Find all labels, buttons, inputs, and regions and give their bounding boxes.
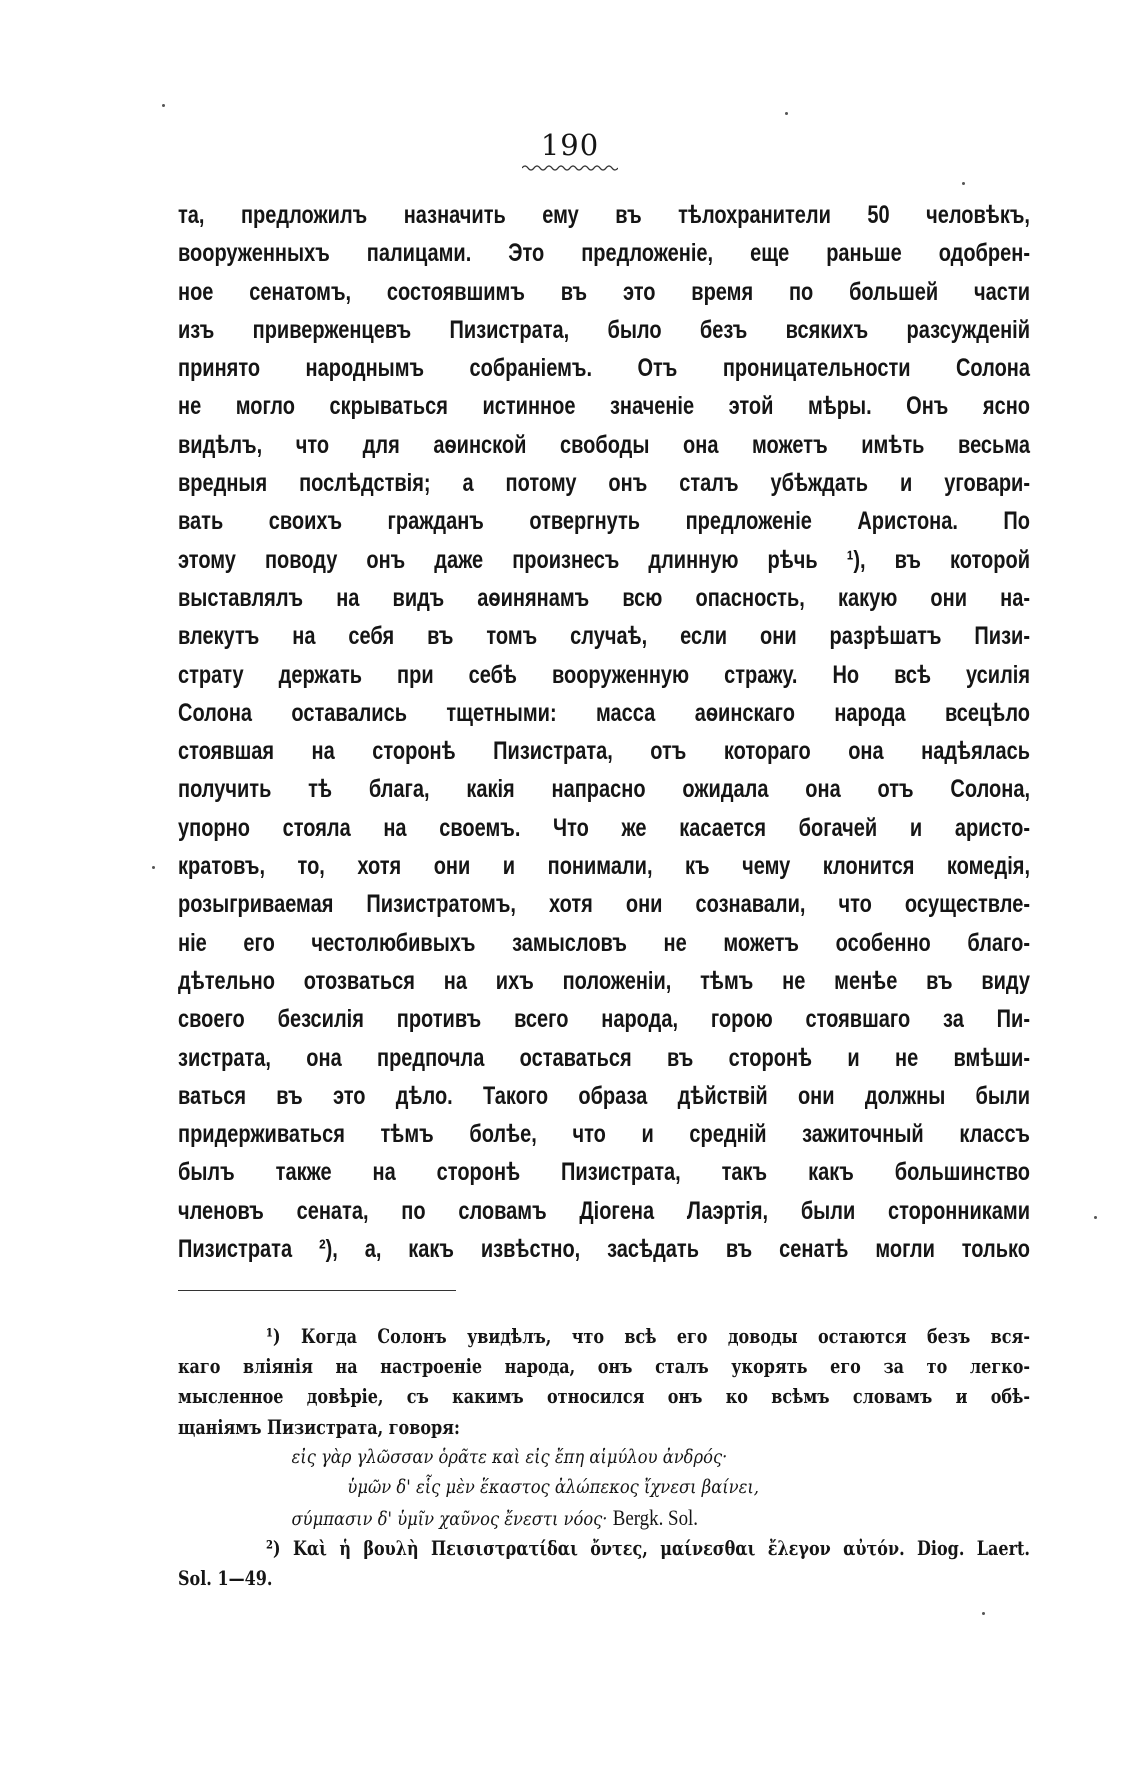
text-line: видѣлъ, что для аѳинской свободы она можетъ имѣть весьма	[178, 430, 1030, 459]
text-line: членовъ сената, по словамъ Діогена Лаэртія, были сторонниками	[178, 1196, 1030, 1225]
scan-speck	[162, 104, 165, 107]
scan-speck	[152, 866, 155, 869]
text-line: вать своихъ гражданъ отвергнуть предложеніе Аристона. По	[178, 507, 1030, 536]
footnote-separator	[178, 1290, 456, 1291]
text-line: этому поводу онъ даже произнесъ длинную рѣчь ¹), въ которой	[178, 545, 1030, 574]
text-line: ваться въ это дѣло. Такого образа дѣйствій они должны были	[178, 1081, 1030, 1110]
text-line: упорно стояла на своемъ. Что же касается богачей и аристо-	[178, 813, 1030, 842]
scan-speck	[962, 182, 965, 185]
text-line: та, предложилъ назначить ему въ тѣлохранители 50 человѣкъ,	[178, 201, 1030, 229]
footnotes	[178, 1321, 1030, 1593]
text-line: Солона оставались тщетными: масса аѳинскаго народа всецѣло	[178, 698, 1030, 727]
text-line: выставлялъ на видъ аѳинянамъ всю опасность, какую они на-	[178, 583, 1030, 612]
footnote-1-line: ¹) Когда Солонъ увидѣлъ, что всѣ его доводы остаются безъ вся-	[266, 1324, 1030, 1348]
footnote-1-line: щаніямъ Пизистрата, говоря:	[178, 1414, 460, 1439]
page-number-wavy-underline	[522, 164, 618, 172]
footnote-1-line: каго вліянія на настроеніе народа, онъ сталъ укорять его за то легко-	[178, 1354, 1030, 1379]
text-line: получить тѣ блага, какія напрасно ожидала она отъ Солона,	[178, 775, 1030, 804]
text-line: страту держать при себѣ вооруженную стражу. Но всѣ усилія	[178, 660, 1030, 689]
footnote-1-line: мысленное довѣріе, съ какимъ относился онъ ко всѣмъ словамъ и обѣ-	[178, 1384, 1030, 1409]
footnote-2-line: ²) Καὶ ἡ βουλὴ Πεισιστρατίδαι ὄντες, μαίνεσθαι ἔλεγον αὐτόν. Diog. Laert.	[266, 1535, 1030, 1560]
quote-source: Bergk. Sol.	[612, 1504, 699, 1530]
text-line: Пизистрата ²), а, какъ извѣстно, засѣдать въ сенатѣ могли только	[178, 1235, 1030, 1264]
greek-quote-line	[178, 1503, 911, 1533]
greek-quote-text: σύμπασιν δ' ὑμῖν χαῦνος ἔνεστι νόος·	[291, 1507, 608, 1530]
scan-speck	[982, 1612, 985, 1615]
text-line: ное сенатомъ, состоявшимъ въ это время по большей части	[178, 277, 1030, 306]
text-line: зистрата, она предпочла оставаться въ сторонѣ и не вмѣши-	[178, 1043, 1030, 1072]
text-line: влекутъ на себя въ томъ случаѣ, если они разрѣшатъ Пизи-	[178, 622, 1030, 651]
text-line: кратовъ, то, хотя они и понимали, къ чему клонится комедія,	[178, 852, 1030, 881]
page-number	[0, 128, 1140, 172]
text-line: придерживаться тѣмъ болѣе, что и средній зажиточный классъ	[178, 1120, 1030, 1149]
text-line: былъ также на сторонѣ Пизистрата, такъ какъ большинство	[178, 1158, 1030, 1187]
scan-speck	[1094, 1216, 1097, 1219]
page-number-text: 190	[540, 128, 600, 162]
greek-quote-line: ὑμῶν δ' εἷς μὲν ἕκαστος ἀλώπεκος ἴχνεσι βαίνει,	[347, 1476, 759, 1499]
text-line: розыгриваемая Пизистратомъ, хотя они сознавали, что осуществле-	[178, 890, 1030, 919]
text-line: дѣтельно отозваться на ихъ положеніи, тѣмъ не менѣе въ виду	[178, 966, 1030, 995]
text-line: вредныя послѣдствія; а потому онъ сталъ убѣждать и уговари-	[178, 469, 1030, 498]
text-line: своего безсилія противъ всего народа, горою стоявшаго за Пи-	[178, 1005, 1030, 1034]
scan-speck	[785, 112, 788, 115]
text-line: изъ приверженцевъ Пизистрата, было безъ всякихъ разсужденій	[178, 315, 1030, 344]
greek-quote-line: εἰς γὰρ γλῶσσαν ὁρᾶτε καὶ εἰς ἔπη αἱμύλου ἀνδρός·	[291, 1445, 728, 1468]
text-line: не могло скрываться истинное значеніе этой мѣры. Онъ ясно	[178, 392, 1030, 421]
text-line: принято народнымъ собраніемъ. Отъ проницательности Солона	[178, 354, 1030, 383]
footnote-2-line: Sol. 1—49.	[178, 1566, 273, 1591]
text-line: ніе его честолюбивыхъ замысловъ не можетъ особенно благо-	[178, 928, 1030, 957]
main-text	[178, 196, 1030, 1268]
text-line: вооруженныхъ палицами. Это предложеніе, еще раньше одобрен-	[178, 239, 1030, 268]
text-line: стоявшая на сторонѣ Пизистрата, отъ котораго она надѣялась	[178, 737, 1030, 766]
